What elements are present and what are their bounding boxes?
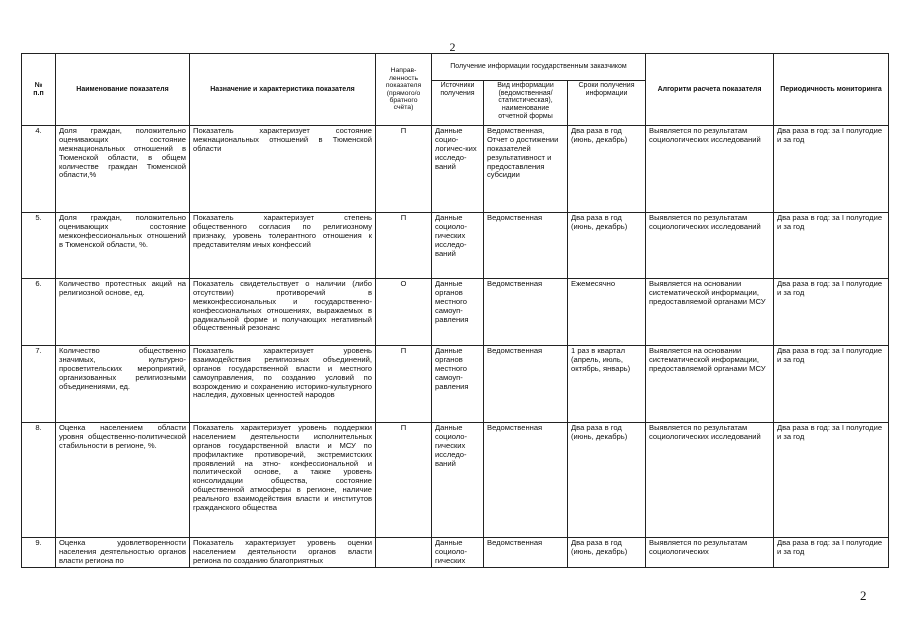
cell-sources: Данные органов местного самоуп-равления: [432, 279, 484, 346]
cell-name: Количество общественно значимых, культурно-просветительских мероприятий, организованных религиозными объединениями, ед.: [56, 346, 190, 423]
table-row: [22, 346, 889, 423]
cell-num: 5.: [22, 213, 56, 279]
cell-purpose: Показатель свидетельствует о наличии (либо отсутствии) противоречий в межконфессиональных и государственно-конфессиональных отношениях, выражаемых в радикальной форме и получающих негативный общественный резонанс: [190, 279, 376, 346]
table-row: [22, 423, 889, 538]
cell-num: 6.: [22, 279, 56, 346]
cell-periodicity: Два раза в год: за I полугодие и за год: [774, 346, 889, 423]
cell-direction: П: [376, 213, 432, 279]
page-number-bottom: 2: [860, 588, 867, 603]
cell-periodicity: Два раза в год: за I полугодие и за год: [774, 538, 889, 568]
cell-purpose: Показатель характеризует уровень взаимодействия религиозных объединений, органов государственной власти и местного самоуправления, по созданию условий по возрождению и сохранению историко-культурного наследия, духовных ценностей народов: [190, 346, 376, 423]
cell-sources: Данные социо-логичес-ких исследо-ваний: [432, 126, 484, 213]
cell-info-type: Ведомственная: [484, 538, 568, 568]
cell-periodicity: Два раза в год: за I полугодие и за год: [774, 126, 889, 213]
table-header: [22, 54, 889, 126]
cell-algorithm: Выявляется по результатам социологических: [646, 538, 774, 568]
cell-purpose: Показатель характеризует состояние межнациональных отношений в Тюменской области: [190, 126, 376, 213]
cell-direction: П: [376, 346, 432, 423]
cell-sources: Данные социоло-гических: [432, 538, 484, 568]
cell-num: 7.: [22, 346, 56, 423]
header-obtain-info: Получение информации государственным заказчиком: [432, 54, 646, 81]
cell-algorithm: Выявляется на основании систематической информации, предоставляемой органами МСУ: [646, 346, 774, 423]
cell-sources: Данные органов местного самоуп-равления: [432, 346, 484, 423]
header-algorithm: Алгоритм расчета показателя: [646, 54, 774, 126]
cell-direction: О: [376, 279, 432, 346]
cell-algorithm: Выявляется по результатам социологических исследований: [646, 213, 774, 279]
header-num: № п.п: [22, 54, 56, 126]
cell-info-type: Ведомственная: [484, 423, 568, 538]
cell-sources: Данные социоло-гических исследо-ваний: [432, 423, 484, 538]
indicators-table: [21, 53, 889, 568]
cell-algorithm: Выявляется на основании систематической информации, предоставляемой органами МСУ: [646, 279, 774, 346]
cell-name: Количество протестных акций на религиозной основе, ед.: [56, 279, 190, 346]
cell-deadlines: Два раза в год (июнь, декабрь): [568, 423, 646, 538]
cell-periodicity: Два раза в год: за I полугодие и за год: [774, 213, 889, 279]
cell-deadlines: Два раза в год (июнь, декабрь): [568, 538, 646, 568]
cell-name: Доля граждан, положительно оценивающих состояние межконфессиональных отношений в Тюменской области, %.: [56, 213, 190, 279]
cell-num: 9.: [22, 538, 56, 568]
cell-name: Доля граждан, положительно оценивающих состояние межнациональных отношений в Тюменской области, в общем количестве граждан Тюменской области,%: [56, 126, 190, 213]
cell-purpose: Показатель характеризует уровень поддержки населением деятельности исполнительных органов государственной власти и МСУ по профилактике противоречий, экстремистских проявлений на этно- конфессиональной и политической основе, а также уровень консолидации общества, состояние общественной атмосферы в регионе, наличие реального взаимодействия власти и институтов гражданского общества: [190, 423, 376, 538]
cell-sources: Данные социоло-гических исследо-ваний: [432, 213, 484, 279]
cell-num: 4.: [22, 126, 56, 213]
cell-purpose: Показатель характеризует уровень оценки населением деятельности органов власти региона по созданию благоприятных: [190, 538, 376, 568]
cell-deadlines: 1 раз в квартал (апрель, июль, октябрь, январь): [568, 346, 646, 423]
table-row: [22, 279, 889, 346]
cell-periodicity: Два раза в год: за I полугодие и за год: [774, 423, 889, 538]
cell-info-type: Ведомственная: [484, 279, 568, 346]
table-row: [22, 213, 889, 279]
header-info-type: Вид информации (ведомственная/ статистическая), наименование отчетной формы: [484, 81, 568, 126]
header-direction: Направ- ленность показателя (прямого/о братного счёта): [376, 54, 432, 126]
cell-deadlines: Ежемесячно: [568, 279, 646, 346]
cell-deadlines: Два раза в год (июнь, декабрь): [568, 126, 646, 213]
cell-purpose: Показатель характеризует степень общественного согласия по религиозному признаку, уровень толерантного отношения к представителям иных конфессий: [190, 213, 376, 279]
cell-info-type: Ведомственная: [484, 346, 568, 423]
cell-info-type: Ведомственная: [484, 213, 568, 279]
cell-name: Оценка населением области уровня общественно-политической стабильности в регионе, %.: [56, 423, 190, 538]
cell-direction: [376, 538, 432, 568]
cell-deadlines: Два раза в год (июнь, декабрь): [568, 213, 646, 279]
header-deadlines: Сроки получения информации: [568, 81, 646, 126]
header-purpose: Назначение и характеристика показателя: [190, 54, 376, 126]
cell-periodicity: Два раза в год: за I полугодие и за год: [774, 279, 889, 346]
table-row: [22, 126, 889, 213]
header-periodicity: Периодичность мониторинга: [774, 54, 889, 126]
header-sources: Источники получения: [432, 81, 484, 126]
cell-num: 8.: [22, 423, 56, 538]
page-number-top: 2: [449, 40, 456, 54]
cell-algorithm: Выявляется по результатам социологических исследований: [646, 126, 774, 213]
cell-info-type: Ведомственная, Отчет о достижении показателей результативност и предоставления субсидии: [484, 126, 568, 213]
cell-algorithm: Выявляется по результатам социологических исследований: [646, 423, 774, 538]
cell-name: Оценка удовлетворенности населения деятельностью органов власти региона по: [56, 538, 190, 568]
cell-direction: П: [376, 423, 432, 538]
table-row: [22, 538, 889, 568]
cell-direction: П: [376, 126, 432, 213]
header-name: Наименование показателя: [56, 54, 190, 126]
